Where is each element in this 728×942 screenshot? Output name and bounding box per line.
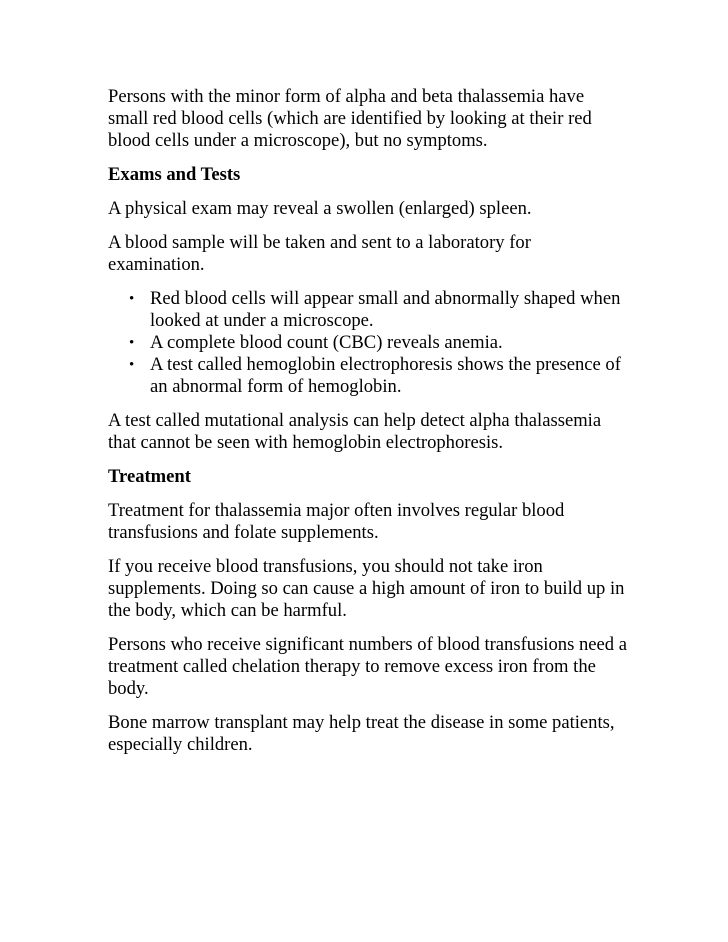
treatment-paragraph-3: Persons who receive significant numbers of blood transfusions need a treatment called chelation therapy to remove excess iron from the body.	[108, 634, 627, 699]
list-item: • A test called hemoglobin electrophoresis shows the presence of an abnormal form of hemoglobin.	[150, 354, 628, 398]
exam-findings-list	[108, 288, 628, 398]
treatment-paragraph-4: Bone marrow transplant may help treat the disease in some patients, especially children.	[108, 712, 615, 755]
physical-exam-paragraph: A physical exam may reveal a swollen (enlarged) spleen.	[108, 198, 532, 219]
list-item: • A complete blood count (CBC) reveals anemia.	[150, 332, 628, 354]
treatment-heading: Treatment	[108, 466, 191, 487]
list-item: • Red blood cells will appear small and abnormally shaped when looked at under a microscope.	[150, 288, 628, 332]
treatment-paragraph-1: Treatment for thalassemia major often involves regular blood transfusions and folate supplements.	[108, 500, 565, 543]
mutational-analysis-paragraph: A test called mutational analysis can help detect alpha thalassemia that cannot be seen with hemoglobin electrophoresis.	[108, 410, 602, 453]
treatment-paragraph-2: If you receive blood transfusions, you should not take iron supplements. Doing so can cause a high amount of iron to build up in the body, which can be harmful.	[108, 556, 625, 621]
blood-sample-paragraph: A blood sample will be taken and sent to a laboratory for examination.	[108, 232, 531, 275]
document-page	[108, 86, 628, 768]
intro-paragraph: Persons with the minor form of alpha and beta thalassemia have small red blood cells (which are identified by looking at their red blood cells under a microscope), but no symptoms.	[108, 86, 592, 151]
exams-and-tests-heading: Exams and Tests	[108, 164, 241, 185]
